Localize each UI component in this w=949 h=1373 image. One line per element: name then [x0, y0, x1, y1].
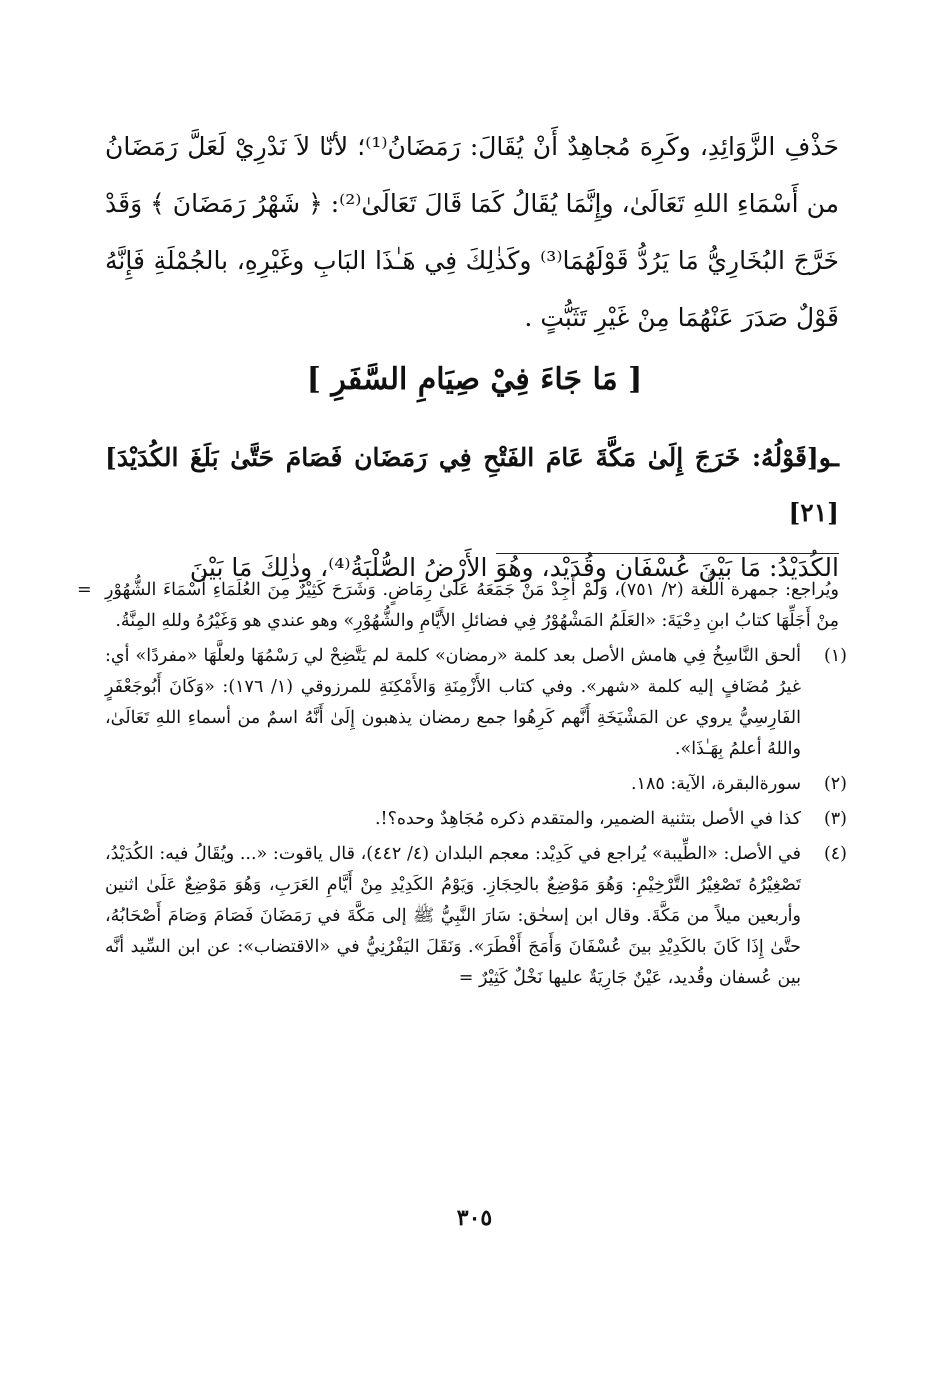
footnotes-section — [77, 575, 847, 998]
footnote-3 — [105, 804, 847, 835]
continuation-mark: = — [77, 580, 92, 600]
entry-text: الكُدَيْدُ: مَا بَيْنَ عُسْفَان وقُدَيْد، وهُوَ الأَرْضُ الصُّلْبَةُ⁽⁴⁾، وذٰلِكَ مَا بَيْنَ — [189, 553, 839, 582]
commentary-entry — [105, 430, 839, 595]
footnote-continuation-text: ويُراجع: جمهرة اللُّغة (٢/ ٧٥١)، وَلَمْ أَجِدْ مَنْ جَمَعَهُ عَلَىٰ رِمَاضٍ. وَشَرَحَ كَثِيْرٌ مِنَ العُلَمَاءِ أَسْمَاءَ الشُّهُوْرِ مِنْ أَجَلِّهَا كتابُ ابنِ دِحْيَةَ: «العَلَمُ المَشْهُوْرُ فِي فضائلِ الأَيَّامِ والشُّهُوْرِ» وهو عندي هو وَغَيْرُهُ وللهِ المِنَّةُ. — [105, 580, 839, 631]
entry-lemma: ـو[قَوْلُهُ: خَرَجَ إِلَىٰ مَكَّةَ عَامَ الفَتْحِ فِي رَمَضَان فَصَامَ حَتَّىٰ بَلَغَ الكُدَيْدَ][٢١] — [105, 443, 839, 527]
footnote-separator — [496, 553, 839, 554]
main-text-block — [105, 118, 839, 346]
section-heading: [ مَا جَاءَ فِيْ صِيَامِ السَّفَرِ ] — [306, 362, 643, 397]
page-number: ٣٠٥ — [456, 1205, 493, 1231]
footnote-text: ألحق النَّاسِخُ فِي هامش الأصل بعد كلمة «رمضان» كلمة لم يَتَّضِحْ لي رَسْمُهَا ولعلَّهَا «مفردًا» أي: غيرُ مُضَافٍ إليه كلمة «شهر». وفي كتاب الأَزْمِنَةِ وَالأَمْكِنَةِ للمرزوقي (١/ ١٧٦): «وَكَانَ أَبُوجَعْفَرٍ الفَارِسِيُّ يروي عن المَشْيَخَةِ أَنَّهم كَرِهُوا جمع رمضان يذهبون إِلَىٰ أَنَّهُ اسمٌ من أسماءِ اللهِ تَعَالَىٰ، واللهُ أعلمُ بِهَـٰذَا». — [105, 646, 801, 759]
footnote-number: (٣) — [823, 809, 847, 829]
footnote-continuation — [77, 575, 839, 637]
footnote-number: (٤) — [823, 844, 847, 864]
footnote-4 — [105, 839, 847, 994]
footnote-text: كذا في الأصل بتثنية الضمير، والمتقدم ذكره مُجَاهِدٌ وحده؟!. — [374, 809, 801, 829]
footnote-2 — [105, 769, 847, 800]
main-paragraph: حَذْفِ الزَّوَائِدِ، وكَرِهَ مُجاهِدٌ أَنْ يُقَالَ: رَمَضَانُ⁽¹⁾؛ لأنّا لاَ نَدْرِيْ لَعَلَّ رَمَضَانُ من أَسْمَاءِ اللهِ تَعَالَىٰ، وإِنَّمَا يُقَالُ كَمَا قَالَ تَعَالَىٰ⁽²⁾: ﴿ شَهْرُ رَمَضَانَ ﴾ وَقَدْ خَرَّجَ البُخَارِيُّ مَا يَرُدُّ قَوْلَهُمَا⁽³⁾ وكَذٰلِكَ فِي هَـٰذَا البَابِ وغَيْرِهِ، بالجُمْلَةِ فَإِنَّهُ قَوْلٌ صَدَرَ عَنْهُمَا مِنْ غَيْرِ تَثَبُّتٍ . — [105, 132, 840, 332]
footnote-number: (١) — [823, 646, 847, 666]
footnote-text: في الأصل: «الطِّيبة» يُراجع في كَدِيْد: معجم البلدان (٤/ ٤٤٢)، قال ياقوت: «... ويُقَالُ فيه: الكُدَيْدُ، تَصْغِيْرُهُ تَصْغِيْرُ التَّرْخِيْمِ: وَهُوَ مَوْضِعٌ بالحِجَازِ. وَيَوْمُ الكَدِيْدِ مِنْ أَيَّامِ العَرَبِ، وَهُوَ مَوْضِعٌ عَلَىٰ اثنين وأربعين ميلاً من مَكَّةَ. وقال ابن إسحٰق: سَارَ النَّبِيُّ ﷺ إلى مَكَّةَ في رَمَضَانَ فَصَامَ وَصَامَ أَصْحَابُهُ، حتَّىٰ إِذَا كَانَ بالكَدِيْدِ بينَ عُسْفَانَ وَأَمَجَ أَفْطَرَ». وَنَقَلَ اليَفْرُنِيُّ في «الاقتضاب»: عن ابن السِّيد أنَّه بين عُسفان وقُديد، عَيْنٌ جَارِيَةٌ عليها نَخْلٌ كَثِيْرٌ = — [105, 844, 801, 988]
footnote-1 — [105, 641, 847, 765]
footnote-number: (٢) — [823, 774, 847, 794]
footnote-text: سورةالبقرة، الآية: ١٨٥. — [630, 774, 801, 794]
